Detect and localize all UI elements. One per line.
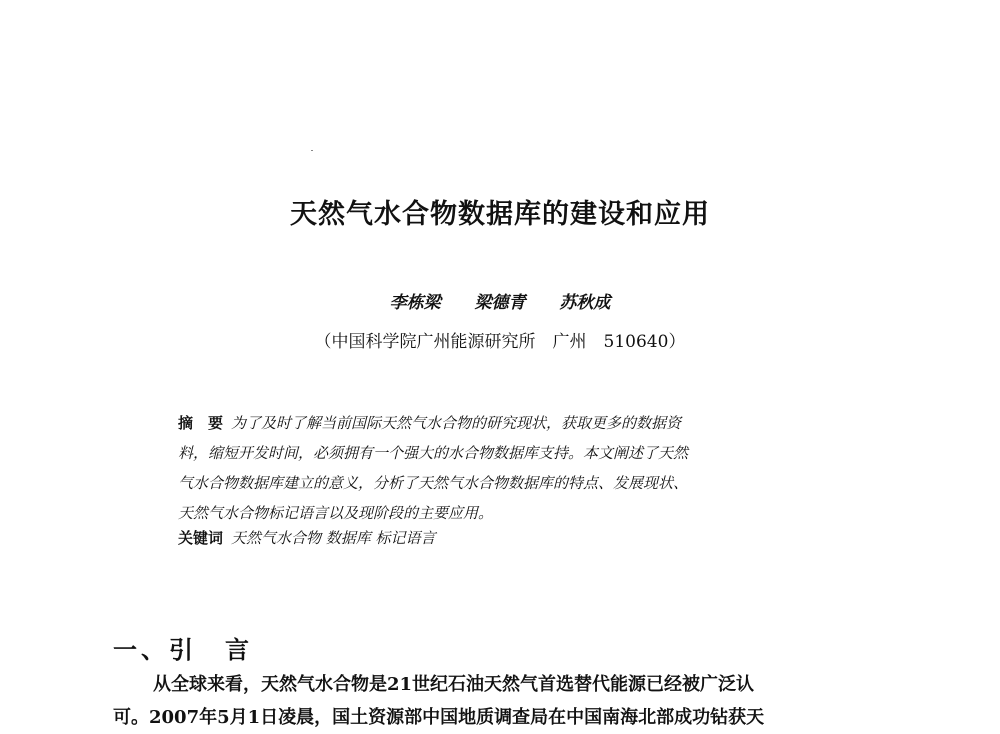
keywords-value: 天然气水合物 数据库 标记语言 [231, 529, 436, 547]
body-line: 可。2007年5月1日凌晨，国土资源部中国地质调查局在中国南海北部成功钻获天 [113, 707, 765, 728]
abstract-line: 气水合物数据库建立的意义，分析了天然气水合物数据库的特点、发展现状、 [178, 474, 689, 492]
section-heading: 一、引 言 [113, 636, 253, 664]
affiliation: （中国科学院广州能源研究所 广州 510640） [314, 332, 686, 352]
abstract-block [178, 408, 828, 528]
paper-title: 天然气水合物数据库的建设和应用 [290, 199, 710, 230]
author-name: 李栋梁 [389, 293, 441, 313]
keywords-block [178, 527, 436, 548]
abstract-line: 天然气水合物标记语言以及现阶段的主要应用。 [178, 504, 494, 522]
keywords-label: 关键词 [178, 529, 224, 547]
body-line: 从全球来看，天然气水合物是21世纪石油天然气首选替代能源已经被广泛认 [153, 674, 755, 695]
abstract-line [178, 408, 828, 438]
author-name: 梁德青 [474, 293, 526, 313]
abstract-text: 为了及时了解当前国际天然气水合物的研究现状，获取更多的数据资 [231, 414, 682, 432]
author-name: 苏秋成 [559, 293, 611, 313]
author-list [0, 288, 1000, 313]
abstract-line: 料，缩短开发时间，必须拥有一个强大的水合物数据库支持。本文阐述了天然 [178, 444, 689, 462]
scan-speck [311, 150, 313, 151]
section-body [113, 668, 893, 734]
abstract-label: 摘 要 [178, 414, 224, 432]
